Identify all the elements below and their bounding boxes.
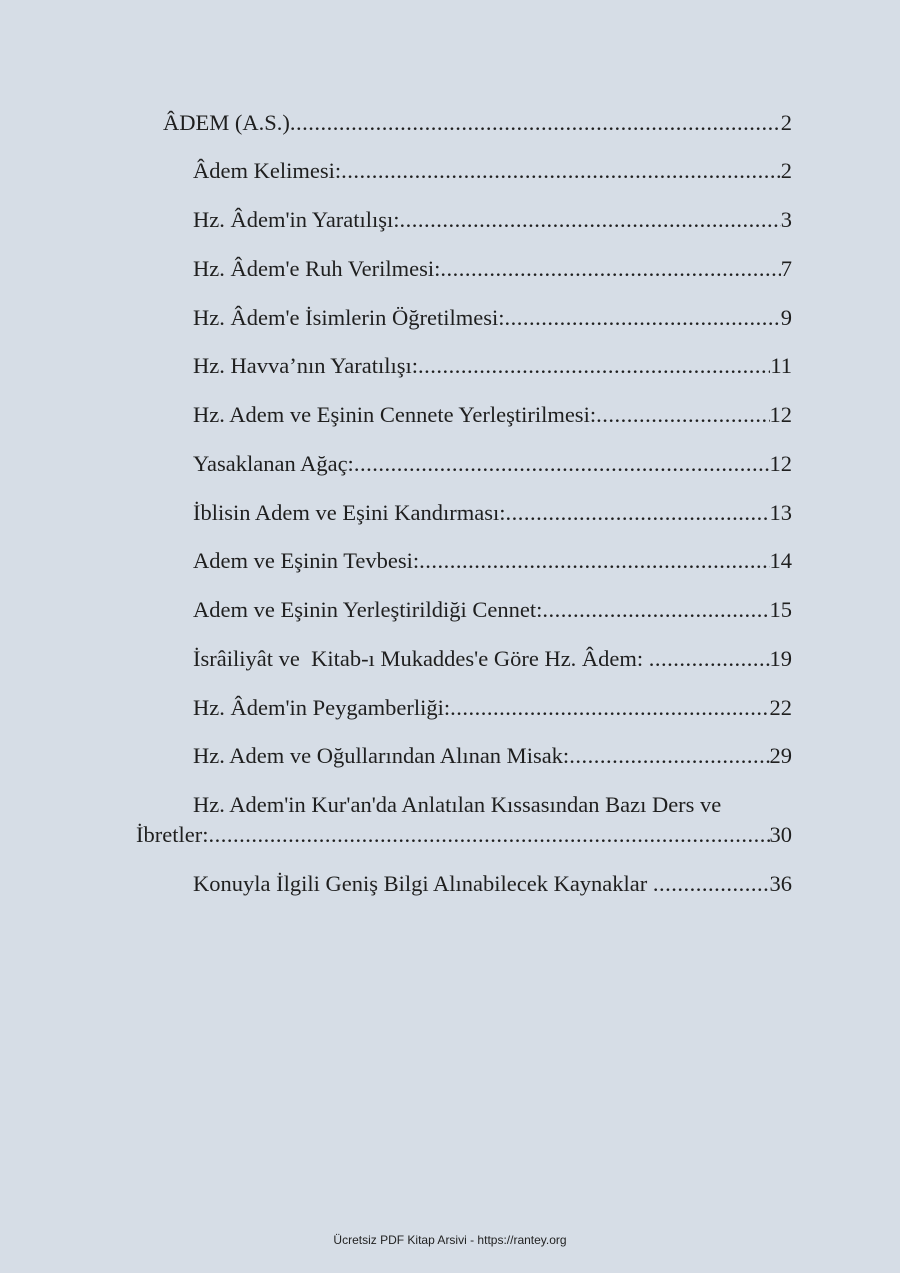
dot-leader <box>419 547 769 575</box>
toc-entry-havva-yaratilisi[interactable] <box>193 352 792 380</box>
toc-entry-title: Adem ve Eşinin Yerleştirildiği Cennet: <box>193 597 543 622</box>
toc-entry-title: Âdem Kelimesi: <box>193 158 342 183</box>
toc-entry-title: İsrâiliyât ve Kitab-ı Mukaddes'e Göre Hz. Âdem: <box>193 646 649 671</box>
footer-text: Ücretsiz PDF Kitap Arsivi - https://rantey.org <box>333 1233 567 1247</box>
toc-entry-title: Adem ve Eşinin Tevbesi: <box>193 548 420 573</box>
dot-leader <box>649 645 770 673</box>
toc-entry-title: Hz. Âdem'in Yaratılışı: <box>193 207 400 232</box>
dot-leader <box>208 821 769 849</box>
toc-entry-peygamberligi[interactable] <box>193 694 792 722</box>
dot-leader <box>653 870 770 898</box>
toc-entry-yerlestirildigi-cennet[interactable] <box>193 596 792 624</box>
toc-entry-tevbesi[interactable] <box>193 547 792 575</box>
toc-entry-title: Hz. Adem ve Oğullarından Alınan Misak: <box>193 743 570 768</box>
dot-leader <box>440 255 780 283</box>
toc-entry-page: 13 <box>769 500 792 525</box>
toc-entry-page: 12 <box>769 451 792 476</box>
dot-leader <box>418 352 770 380</box>
toc-entry-title: ÂDEM (A.S.) <box>163 110 290 135</box>
toc-entry-title: Hz. Havva’nın Yaratılışı: <box>193 353 418 378</box>
dot-leader <box>596 401 769 429</box>
toc-entry-yaratilisi[interactable] <box>193 206 792 234</box>
toc-entry-iblisin-kandirmasi[interactable] <box>193 499 792 527</box>
toc-entry-title: Yasaklanan Ağaç: <box>193 451 354 476</box>
dot-leader <box>341 157 781 185</box>
dot-leader <box>400 206 781 234</box>
toc-entry-kissa-line2[interactable] <box>136 821 792 849</box>
toc-entry-page: 12 <box>769 402 792 427</box>
toc-entry-title: İbretler: <box>136 822 209 847</box>
toc-entry-page: 30 <box>769 822 792 847</box>
toc-entry-title: Hz. Adem ve Eşinin Cennete Yerleştirilmesi: <box>193 402 597 427</box>
toc-entry-page: 2 <box>780 158 792 183</box>
toc-entry-title: Hz. Âdem'e İsimlerin Öğretilmesi: <box>193 305 505 330</box>
toc-entry-cennete-yerlestirilmesi[interactable] <box>193 401 792 429</box>
toc-entry-page: 14 <box>769 548 792 573</box>
dot-leader <box>450 694 769 722</box>
toc-entry-title: Konuyla İlgili Geniş Bilgi Alınabilecek Kaynaklar <box>193 871 653 896</box>
toc-entry-page: 3 <box>780 207 792 232</box>
toc-entry-israiliyat[interactable] <box>193 645 792 673</box>
toc-entry-isimlerin-ogretilmesi[interactable] <box>193 304 792 332</box>
toc-entry-adem-as[interactable] <box>163 109 792 137</box>
toc-entry-page: 22 <box>769 695 792 720</box>
toc-entry-page: 9 <box>780 305 792 330</box>
toc-entry-page: 36 <box>769 871 792 896</box>
toc-entry-page: 11 <box>770 353 792 378</box>
toc-entry-adem-kelimesi[interactable] <box>193 157 792 185</box>
toc-entry-page: 15 <box>769 597 792 622</box>
toc-entry-title: Hz. Âdem'e Ruh Verilmesi: <box>193 256 441 281</box>
toc-entry-yasaklanan-agac[interactable] <box>193 450 792 478</box>
toc-entry-page: 29 <box>769 743 792 768</box>
toc-entry-misak[interactable] <box>193 742 792 770</box>
toc-entry-page: 19 <box>769 646 792 671</box>
dot-leader <box>290 109 781 137</box>
toc-entry-ruh-verilmesi[interactable] <box>193 255 792 283</box>
toc-entry-page: 2 <box>780 110 792 135</box>
dot-leader <box>569 742 769 770</box>
dot-leader <box>505 499 769 527</box>
toc-entry-kaynaklar[interactable] <box>193 870 792 898</box>
toc-entry-title: İblisin Adem ve Eşini Kandırması: <box>193 500 506 525</box>
dot-leader <box>504 304 780 332</box>
dot-leader <box>354 450 770 478</box>
toc-entry-page: 7 <box>780 256 792 281</box>
toc-entry-kissa-line1[interactable]: Hz. Adem'in Kur'an'da Anlatılan Kıssasından Bazı Ders ve <box>193 792 722 817</box>
toc-entry-title: Hz. Âdem'in Peygamberliği: <box>193 695 451 720</box>
dot-leader <box>542 596 769 624</box>
